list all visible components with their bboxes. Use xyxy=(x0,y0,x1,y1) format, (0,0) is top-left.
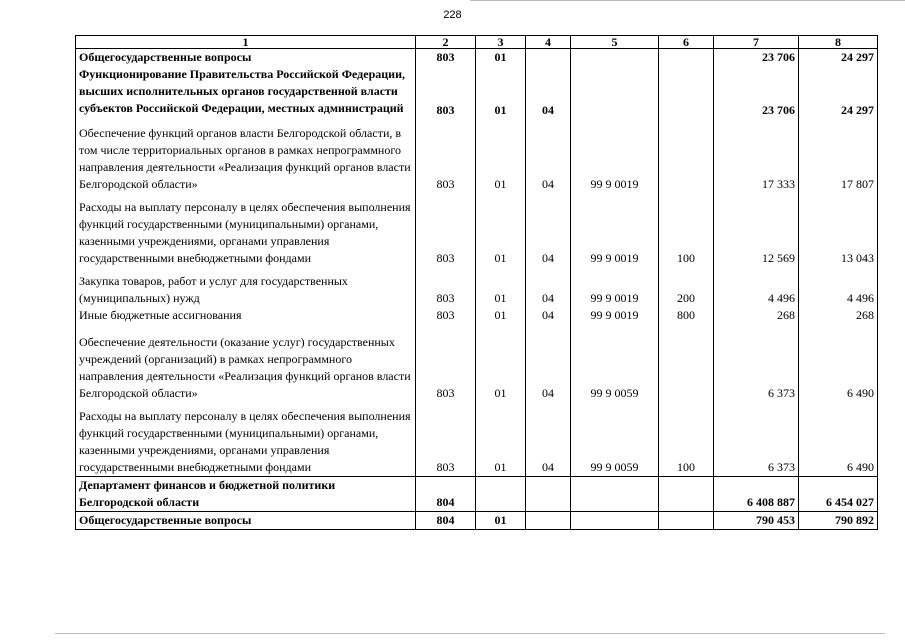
cell-amount-1: 23 706 xyxy=(714,66,799,119)
cell-subsection: 04 xyxy=(526,267,571,307)
cell-subsection xyxy=(526,477,571,512)
cell-expense-type: 100 xyxy=(659,193,714,267)
cell-subsection xyxy=(526,49,571,67)
cell-ministry-code: 803 xyxy=(416,307,476,324)
cell-target-article: 99 9 0059 xyxy=(571,402,659,477)
page-number: 228 xyxy=(443,9,462,21)
cell-section: 01 xyxy=(476,193,526,267)
cell-ministry-code: 803 xyxy=(416,66,476,119)
cell-amount-2: 790 892 xyxy=(799,512,878,530)
table-row xyxy=(76,512,878,530)
cell-amount-2: 6 490 xyxy=(799,324,878,402)
cell-expense-type xyxy=(659,49,714,67)
row-name: Расходы на выплату персоналу в целях обеспечения выполнения функций государственными (муниципальными) органами, казенными учреждениями, органами управления государственными внебюджетными фондами xyxy=(76,193,416,267)
row-name: Расходы на выплату персоналу в целях обеспечения выполнения функций государственными (муниципальными) органами, казенными учреждениями, органами управления государственными внебюджетными фондами xyxy=(76,402,416,477)
table-row xyxy=(76,66,878,119)
cell-expense-type xyxy=(659,512,714,530)
cell-target-article xyxy=(571,477,659,512)
cell-amount-1: 12 569 xyxy=(714,193,799,267)
cell-subsection: 04 xyxy=(526,402,571,477)
column-header-7: 7 xyxy=(714,36,799,49)
cell-amount-1: 17 333 xyxy=(714,119,799,193)
table-header-row xyxy=(76,36,878,49)
cell-amount-1: 6 408 887 xyxy=(714,477,799,512)
column-header-3: 3 xyxy=(476,36,526,49)
cell-section xyxy=(476,477,526,512)
cell-expense-type: 800 xyxy=(659,307,714,324)
cell-section: 01 xyxy=(476,267,526,307)
cell-target-article xyxy=(571,49,659,67)
table-row xyxy=(76,402,878,477)
cell-ministry-code: 804 xyxy=(416,477,476,512)
cell-target-article: 99 9 0019 xyxy=(571,307,659,324)
row-name: Департамент финансов и бюджетной политики Белгородской области xyxy=(76,477,416,512)
cell-target-article xyxy=(571,512,659,530)
column-header-1: 1 xyxy=(76,36,416,49)
column-header-6: 6 xyxy=(659,36,714,49)
cell-amount-2: 268 xyxy=(799,307,878,324)
cell-section: 01 xyxy=(476,512,526,530)
cell-section: 01 xyxy=(476,66,526,119)
cell-amount-2: 13 043 xyxy=(799,193,878,267)
cell-amount-2: 24 297 xyxy=(799,49,878,67)
cell-section: 01 xyxy=(476,119,526,193)
row-name: Обеспечение функций органов власти Белгородской области, в том числе территориальных органов в рамках непрограммного направления деятельности «Реализация функций органов власти Белгородской области» xyxy=(76,119,416,193)
cell-ministry-code: 803 xyxy=(416,324,476,402)
cell-expense-type xyxy=(659,66,714,119)
table-row xyxy=(76,193,878,267)
cell-subsection: 04 xyxy=(526,324,571,402)
budget-table xyxy=(75,35,878,530)
cell-amount-1: 23 706 xyxy=(714,49,799,67)
scan-artifact-top-line xyxy=(470,0,905,1)
row-name: Иные бюджетные ассигнования xyxy=(76,307,416,324)
scan-artifact-bottom-line xyxy=(55,633,885,634)
table-row xyxy=(76,49,878,67)
cell-ministry-code: 803 xyxy=(416,49,476,67)
cell-amount-1: 790 453 xyxy=(714,512,799,530)
cell-amount-2: 4 496 xyxy=(799,267,878,307)
column-header-4: 4 xyxy=(526,36,571,49)
table-row xyxy=(76,477,878,512)
cell-amount-2: 17 807 xyxy=(799,119,878,193)
cell-subsection: 04 xyxy=(526,307,571,324)
column-header-8: 8 xyxy=(799,36,878,49)
row-name: Обеспечение деятельности (оказание услуг) государственных учреждений (организаций) в рамках непрограммного направления деятельности «Реализация функций органов власти Белгородской области» xyxy=(76,324,416,402)
cell-ministry-code: 803 xyxy=(416,193,476,267)
row-name: Общегосударственные вопросы xyxy=(76,512,416,530)
cell-expense-type: 100 xyxy=(659,402,714,477)
cell-target-article: 99 9 0059 xyxy=(571,324,659,402)
cell-expense-type: 200 xyxy=(659,267,714,307)
cell-amount-2: 24 297 xyxy=(799,66,878,119)
table-row xyxy=(76,307,878,324)
table-row xyxy=(76,267,878,307)
cell-target-article: 99 9 0019 xyxy=(571,119,659,193)
cell-amount-2: 6 454 027 xyxy=(799,477,878,512)
column-header-2: 2 xyxy=(416,36,476,49)
cell-ministry-code: 803 xyxy=(416,267,476,307)
cell-target-article xyxy=(571,66,659,119)
table-row xyxy=(76,324,878,402)
cell-amount-1: 268 xyxy=(714,307,799,324)
cell-section: 01 xyxy=(476,49,526,67)
cell-amount-1: 6 373 xyxy=(714,324,799,402)
cell-subsection: 04 xyxy=(526,193,571,267)
column-header-5: 5 xyxy=(571,36,659,49)
cell-section: 01 xyxy=(476,324,526,402)
row-name: Функционирование Правительства Российской Федерации, высших исполнительных органов государственной власти субъектов Российской Федерации, местных администраций xyxy=(76,66,416,119)
cell-section: 01 xyxy=(476,307,526,324)
row-name: Закупка товаров, работ и услуг для государственных (муниципальных) нужд xyxy=(76,267,416,307)
table-row xyxy=(76,119,878,193)
cell-expense-type xyxy=(659,477,714,512)
cell-ministry-code: 803 xyxy=(416,119,476,193)
cell-target-article: 99 9 0019 xyxy=(571,193,659,267)
cell-expense-type xyxy=(659,119,714,193)
row-name: Общегосударственные вопросы xyxy=(76,49,416,67)
cell-amount-1: 6 373 xyxy=(714,402,799,477)
cell-subsection: 04 xyxy=(526,66,571,119)
cell-subsection xyxy=(526,512,571,530)
cell-ministry-code: 803 xyxy=(416,402,476,477)
cell-section: 01 xyxy=(476,402,526,477)
cell-expense-type xyxy=(659,324,714,402)
cell-amount-2: 6 490 xyxy=(799,402,878,477)
cell-ministry-code: 804 xyxy=(416,512,476,530)
cell-subsection: 04 xyxy=(526,119,571,193)
cell-target-article: 99 9 0019 xyxy=(571,267,659,307)
cell-amount-1: 4 496 xyxy=(714,267,799,307)
